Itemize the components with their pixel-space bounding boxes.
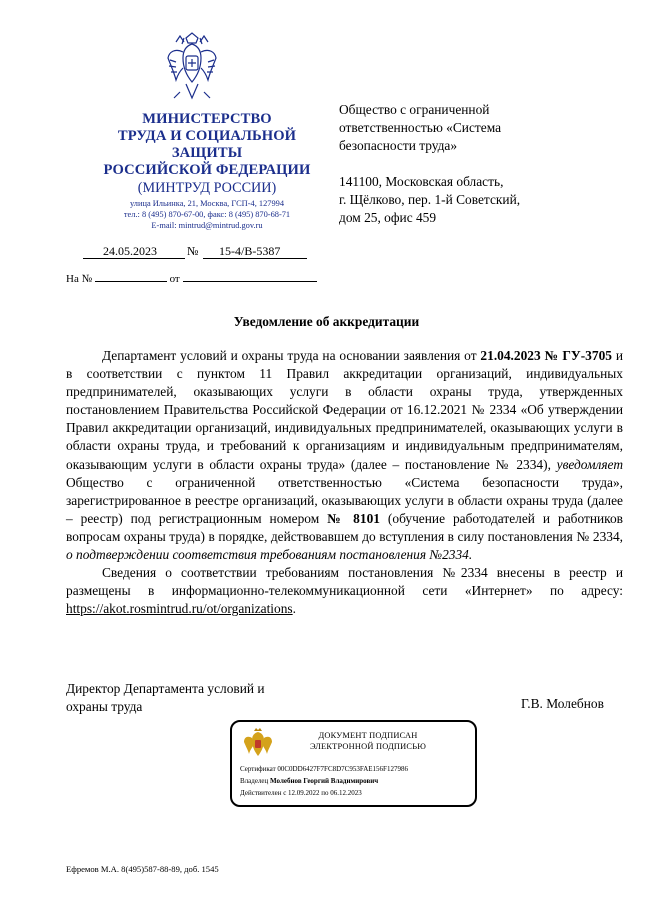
executor-contact: Ефремов М.А. 8(495)587-88-89, доб. 1545 [66, 864, 219, 874]
stamp-owner-name: Молебнов Георгий Владимирович [270, 777, 379, 785]
stamp-owner [240, 777, 378, 786]
signatory-position [66, 680, 306, 716]
on-number-blank [95, 271, 167, 282]
p1-text-c: и в соответствии с пунктом 11 Правил аккредитации организаций, индивидуальных предпринимателей, оказывающих услуги в области охраны труда, утвержденных постановлением Правительства Российской Федерации от 16.12.2021 № 2334 «Об утверждении Правил аккредитации организаций, индивидуальных предпринимателей, оказывающих услуги в области охраны труда, и требований к организациям и индивидуальным предпринимателям, оказывающим услуги в области охраны труда» (далее – постановление № 2334), [66, 348, 623, 472]
ministry-short-name: (МИНТРУД РОССИИ) [137, 180, 277, 196]
signatory-position-line-2: охраны труда [66, 699, 143, 714]
incoming-reference [66, 271, 317, 286]
coat-of-arms-emblem [166, 32, 218, 104]
registry-link[interactable]: https://akot.rosmintrud.ru/ot/organizations [66, 601, 293, 617]
p1-text-a: Департамент условий и охраны труда на основании заявления от [102, 348, 481, 363]
ministry-email: E-mail: mintrud@mintrud.gov.ru [151, 221, 263, 230]
signatory-position-line-1: Директор Департамента условий и [66, 681, 265, 696]
addressee-line-2: ответственностью «Система [339, 120, 502, 135]
body-paragraph-1 [66, 347, 623, 564]
addressee-line-3: безопасности труда» [339, 138, 458, 153]
stamp-emblem-icon [244, 728, 272, 760]
number-underline [203, 258, 307, 259]
addressee-block [339, 101, 579, 227]
p2-text-b: . [292, 601, 296, 617]
document-body [66, 347, 623, 618]
stamp-validity: Действителен с 12.09.2022 по 06.12.2023 [240, 789, 362, 797]
p1-confirmation: о подтверждении соответствия требованиям постановления №2334. [66, 547, 473, 563]
addressee-line-1: Общество с ограниченной [339, 102, 490, 117]
stamp-certificate: Сертификат 00C0DD6427F7FC8D7C953FAE156F127986 [240, 765, 408, 773]
p2-text-a: Сведения о соответствии требованиям постановления №2334 внесены в реестр и размещены в информационно-телекоммуникационной сети «Интернет» по адресу: [66, 565, 623, 599]
from-label: от [169, 273, 180, 285]
p1-text-e: Общество с ограниченной ответственностью «Система безопасности труда», зарегистрированное в реестре организаций, оказывающих услуги в области охраны труда (далее – реестр) под регистрационным номером [66, 474, 623, 526]
from-date-blank [183, 271, 317, 282]
stamp-owner-label: Владелец [240, 777, 269, 785]
ministry-name-line-3: ЗАЩИТЫ [171, 145, 243, 161]
p1-notifies: уведомляет [556, 456, 623, 472]
p1-text-g: (обучение работодателей и работников вопросам охраны труда) в порядке, действовавшем до вступления в силу постановления № 2334, [66, 510, 624, 544]
ministry-phone-fax: тел.: 8 (495) 870-67-00, факс: 8 (495) 870-68-71 [123, 210, 291, 219]
ministry-name-line-1: МИНИСТЕРСТВО [142, 111, 272, 127]
signatory-name: Г.В. Молебнов [521, 696, 604, 711]
number-sign: № [187, 244, 199, 258]
document-title: Уведомление об аккредитации [233, 314, 420, 329]
on-number-label: На № [66, 273, 93, 285]
registration-number: № 8101 [327, 510, 380, 526]
stamp-header-line-1: ДОКУМЕНТ ПОДПИСАН [318, 731, 418, 740]
outgoing-number: 15-4/В-5387 [219, 244, 281, 258]
stamp-header-line-2: ЭЛЕКТРОННОЙ ПОДПИСЬЮ [309, 742, 427, 751]
ministry-name-line-2: ТРУДА И СОЦИАЛЬНОЙ [117, 128, 297, 144]
addressee-address-1: 141100, Московская область, [339, 174, 504, 189]
addressee-address-3: дом 25, офис 459 [339, 210, 437, 225]
addressee-address-2: г. Щёлково, пер. 1-й Советский, [339, 192, 521, 207]
body-paragraph-2 [66, 564, 623, 618]
outgoing-date: 24.05.2023 [103, 244, 157, 258]
date-underline [83, 258, 185, 259]
ministry-name-line-4: РОССИЙСКОЙ ФЕДЕРАЦИИ [103, 162, 311, 178]
application-reference: 21.04.2023 № ГУ-3705 [480, 348, 612, 363]
ministry-address: улица Ильинка, 21, Москва, ГСП-4, 127994 [129, 199, 285, 208]
